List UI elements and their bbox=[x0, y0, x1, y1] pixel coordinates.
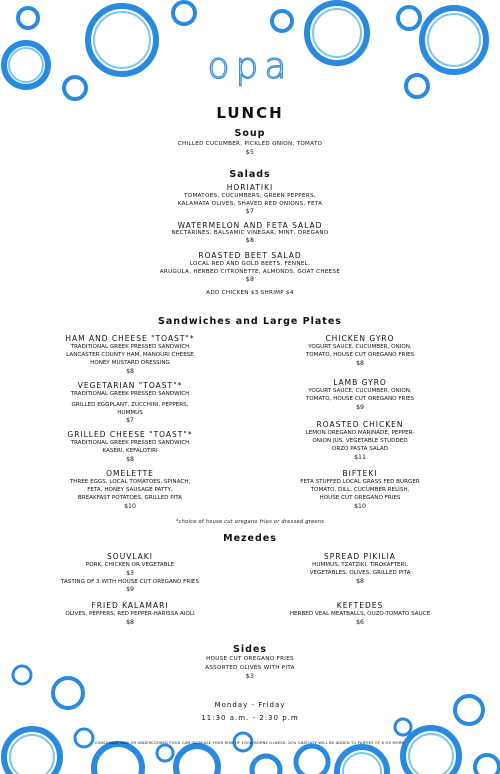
beet-desc-1: LOCAL RED AND GOLD BEETS, FENNEL, bbox=[189, 261, 311, 267]
omelette-desc-3: BREAKFAST POTATOES, GRILLED PITA bbox=[77, 495, 183, 501]
chicken-gyro-desc-2: TOMATO, HOUSE CUT OREGANO FRIES bbox=[305, 352, 415, 358]
hours-time: 11:30 a.m. - 2:30 p.m bbox=[201, 714, 299, 722]
bubble bbox=[88, 6, 156, 74]
kalamari-desc: OLIVES, PEPPERS, RED PEPPER-HARISSA AIOLI bbox=[65, 611, 195, 617]
bubble bbox=[475, 755, 499, 774]
souvlaki-price-2: $9 bbox=[126, 586, 134, 593]
opa-logo bbox=[183, 52, 317, 92]
bubble bbox=[252, 756, 280, 774]
ham-price: $8 bbox=[126, 368, 134, 375]
sandwich-footnote: *choice of house cut oregano fries or dressed greens bbox=[175, 519, 325, 525]
grilled-cheese-price: $8 bbox=[126, 456, 134, 463]
sides-heading: Sides bbox=[233, 644, 267, 655]
watermelon-price: $8 bbox=[245, 237, 255, 244]
hours-days: Monday - Friday bbox=[214, 701, 286, 709]
bubble bbox=[406, 75, 428, 97]
bifteki-desc-2: TOMATO, DILL, CUCUMBER RELISH, bbox=[310, 487, 410, 493]
roasted-chicken-desc-1: LEMON OREGANO MARINADE, PEPPER- bbox=[305, 430, 415, 436]
soup-heading: Soup bbox=[234, 128, 266, 139]
chicken-gyro-name: CHICKEN GYRO bbox=[325, 334, 395, 343]
omelette-name: OMELETTE bbox=[106, 469, 154, 478]
spread-pikilia-desc-2: VEGETABLES, OLIVES, GRILLED PITA bbox=[309, 570, 411, 576]
souvlaki-desc-2: TASTING OF 3 WITH HOUSE CUT OREGANO FRIES bbox=[61, 579, 199, 585]
roasted-chicken-price: $11 bbox=[354, 454, 366, 461]
watermelon-desc: NECTARINES, BALSAMIC VINEGAR, MINT, OREGANO bbox=[171, 230, 329, 236]
spread-pikilia-price: $8 bbox=[356, 578, 364, 585]
beet-price: $8 bbox=[245, 276, 255, 283]
roasted-chicken-name: ROASTED CHICKEN bbox=[316, 420, 404, 429]
soup-price: $5 bbox=[245, 149, 255, 156]
souvlaki-name: SOUVLAKI bbox=[107, 552, 153, 561]
bifteki-price: $10 bbox=[354, 503, 366, 510]
horiatiki-price: $7 bbox=[245, 208, 255, 215]
keftedes-price: $6 bbox=[356, 619, 364, 626]
kalamari-price: $8 bbox=[126, 619, 134, 626]
omelette-price: $10 bbox=[124, 503, 136, 510]
keftedes-name: KEFTEDES bbox=[336, 601, 384, 610]
beet-name: ROASTED BEET SALAD bbox=[198, 251, 302, 260]
bubble bbox=[176, 746, 218, 774]
disclaimer: CONSUMING RAW OR UNDERCOOKED FOOD CAN INCREASE YOUR RISK OF FOOD BORNE ILLNESS. 20% GRATUITY WILL BE ADDED TO PARTIES OF 6 OR MORE. bbox=[94, 741, 406, 745]
roasted-chicken-desc-3: ORZO PASTA SALAD bbox=[331, 446, 389, 452]
ham-name: HAM AND CHEESE "TOAST"* bbox=[65, 334, 195, 343]
bubble bbox=[272, 11, 292, 31]
soup-desc: CHILLED CUCUMBER, PICKLED ONION, TOMATO bbox=[177, 141, 323, 147]
bifteki-desc-3: HOUSE CUT OREGANO FRIES bbox=[319, 495, 401, 501]
horiatiki-name: HORIATIKI bbox=[226, 183, 274, 192]
grilled-cheese-desc-1: TRADITIONAL GREEK PRESSED SANDWICH bbox=[70, 440, 190, 446]
veg-name: VEGETARIAN "TOAST"* bbox=[77, 381, 183, 390]
watermelon-name: WATERMELON AND FETA SALAD bbox=[177, 221, 323, 230]
page-title: LUNCH bbox=[216, 104, 284, 122]
bubble bbox=[398, 7, 420, 29]
lamb-gyro-desc-2: TOMATO, HOUSE CUT OREGANO FRIES bbox=[305, 396, 415, 402]
svg-text:opa: opa bbox=[207, 52, 293, 87]
sides-desc-2: ASSORTED OLIVES WITH PITA bbox=[205, 665, 295, 671]
veg-price: $7 bbox=[126, 417, 134, 424]
souvlaki-desc-1: PORK, CHICKEN OR VEGETABLE bbox=[85, 562, 175, 568]
spread-pikilia-desc-1: HUMMUS, TZATZIKI, TIROKAFTERI, bbox=[312, 562, 408, 568]
bubble bbox=[94, 744, 142, 774]
keftedes-desc: HERBED VEAL MEATBALLS, OUZO-TOMATO SAUCE bbox=[289, 611, 431, 617]
sides-desc-1: HOUSE CUT OREGANO FRIES bbox=[206, 656, 294, 662]
lamb-gyro-desc-1: YOGURT SAUCE, CUCUMBER, ONION, bbox=[308, 388, 412, 394]
bubble bbox=[64, 77, 86, 99]
lamb-gyro-price: $9 bbox=[356, 404, 364, 411]
roasted-chicken-desc-2: ONION JUS, VEGETABLE STUDDED bbox=[312, 438, 408, 444]
salads-heading: Salads bbox=[229, 169, 271, 180]
kalamari-name: FRIED KALAMARI bbox=[91, 601, 169, 610]
sandwiches-heading: Sandwiches and Large Plates bbox=[158, 316, 342, 327]
bubble bbox=[173, 2, 195, 24]
horiatiki-desc-2: KALAMATA OLIVES, SHAVED RED ONIONS, FETA bbox=[177, 201, 323, 207]
omelette-desc-1: THREE EGGS, LOCAL TOMATOES, SPINACH, bbox=[69, 479, 191, 485]
bubble bbox=[422, 8, 486, 72]
bubble bbox=[157, 745, 173, 761]
beet-desc-2: ARUGULA, HERBED CITRONETTE, ALMONDS, GOAT CHEESE bbox=[159, 269, 341, 275]
mezedes-heading: Mezedes bbox=[223, 533, 277, 544]
bubble bbox=[296, 746, 328, 774]
grilled-cheese-desc-2: KASERI, KEFALOTIRI bbox=[102, 448, 158, 454]
ham-desc-1: TRADITIONAL GREEK PRESSED SANDWICH bbox=[70, 344, 190, 350]
chicken-gyro-price: $8 bbox=[356, 360, 364, 367]
souvlaki-price-1: $3 bbox=[126, 570, 134, 577]
veg-desc-3: HUMMUS bbox=[117, 410, 143, 416]
omelette-desc-2: FETA, HONEY SAUSAGE PATTY, bbox=[87, 487, 173, 493]
bifteki-desc-1: FETA STUFFED LOCAL GRASS FED BURGER bbox=[300, 479, 420, 485]
bubble bbox=[337, 747, 387, 774]
salad-addon: ADD CHICKEN $3 SHRIMP $4 bbox=[206, 290, 294, 296]
bubble bbox=[4, 43, 48, 87]
ham-desc-2: LANCASTER COUNTY HAM, MANOURI CHEESE bbox=[66, 352, 194, 358]
spread-pikilia-name: SPREAD PIKILIA bbox=[324, 552, 396, 561]
ham-desc-3: HONEY MUSTARD DRESSING bbox=[90, 360, 170, 366]
bifteki-name: BIFTEKI bbox=[342, 469, 378, 478]
bubble bbox=[18, 8, 38, 28]
lamb-gyro-name: LAMB GYRO bbox=[333, 378, 387, 387]
chicken-gyro-desc-1: YOGURT SAUCE, CUCUMBER, ONION, bbox=[308, 344, 412, 350]
sides-price: $3 bbox=[245, 673, 255, 680]
veg-desc-1: TRADITIONAL GREEK PRESSED SANDWICH bbox=[70, 391, 190, 397]
horiatiki-desc-1: TOMATOES, CUCUMBERS, GREEN PEPPERS, bbox=[184, 193, 316, 199]
veg-desc-2: GRILLED EGGPLANT, ZUCCHINI, PEPPERS, bbox=[71, 402, 189, 408]
grilled-cheese-name: GRILLED CHEESE "TOAST"* bbox=[67, 430, 193, 439]
